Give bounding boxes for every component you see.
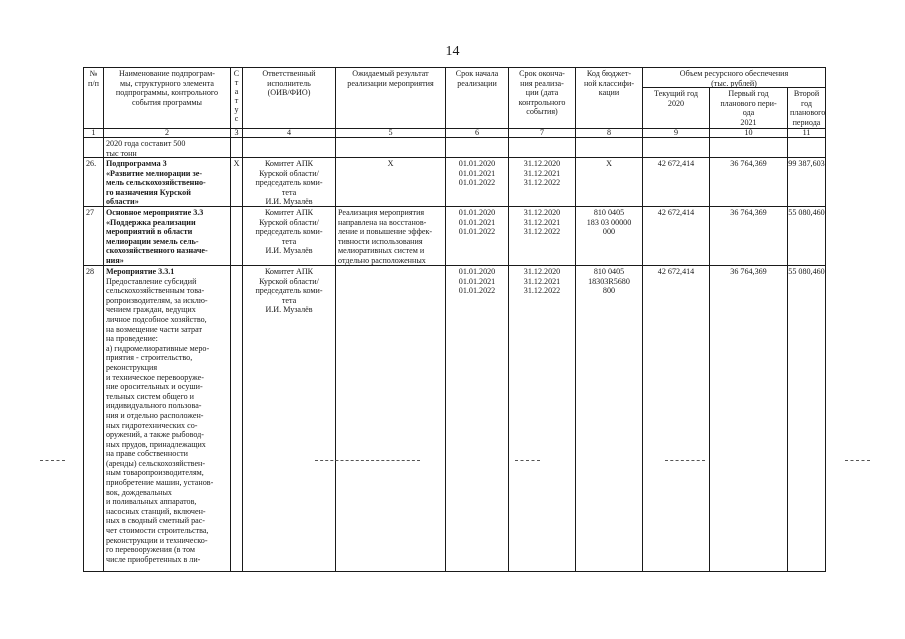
- row-28-result: [336, 266, 445, 571]
- row-26-executor: Комитет АПК Курской области/ председатель коми- тета И.И. Музалёв: [255, 159, 323, 206]
- header-code: Код бюджет- ной классифи- кации: [583, 69, 635, 98]
- column-number: 2: [164, 128, 170, 137]
- scan-fold-mark: [665, 460, 705, 461]
- header-end: Срок оконча- ния реализа- ции (дата контрольного события): [518, 69, 566, 117]
- column-number: 4: [286, 128, 292, 137]
- row-26-status: Х: [233, 159, 240, 168]
- column-number: 7: [539, 128, 545, 137]
- table-border: [825, 67, 826, 572]
- row-26-amount-2022: 99 387,603: [788, 159, 825, 168]
- row-28-start: 01.01.2020 01.01.2021 01.01.2022: [458, 267, 496, 296]
- row-26-result: Х: [387, 159, 394, 168]
- column-number: 8: [606, 128, 612, 137]
- page-number: 14: [445, 44, 460, 59]
- scan-fold-mark: [845, 460, 870, 461]
- row-27-start: 01.01.2020 01.01.2021 01.01.2022: [458, 208, 496, 237]
- column-number: 11: [802, 128, 811, 137]
- row-27-amount-2021: 36 764,369: [730, 208, 767, 217]
- row-28-amount-2022: 55 080,460: [788, 267, 825, 276]
- scan-fold-mark: [40, 460, 65, 461]
- header-volume: Объем ресурсного обеспечения (тыс. рублей): [679, 69, 789, 87]
- row-26-end: 31.12.2020 31.12.2021 31.12.2022: [523, 159, 561, 188]
- row-28-executor: Комитет АПК Курской области/ председатель коми- тета И.И. Музалёв: [255, 267, 323, 315]
- row-28-amount-2020: 42 672,414: [657, 267, 695, 276]
- row-27-name: Основное мероприятие 3.3 «Поддержка реализации мероприятий в области мелиорации земель сель- скохозяйственного назначе- ния»: [106, 208, 208, 265]
- row-28-code: 810 0405 18303R5680 800: [588, 267, 630, 296]
- column-number: 3: [234, 128, 239, 137]
- column-number: 1: [91, 128, 96, 137]
- row-28-status: [231, 266, 242, 571]
- row-26-code: Х: [606, 159, 612, 168]
- header-name: Наименование подпрограм- мы, структурного элемента подпрограммы, контрольного события программы: [115, 69, 219, 107]
- row-27-amount-2022: 55 080,460: [788, 208, 825, 217]
- column-number: 5: [388, 128, 393, 137]
- row-27-executor: Комитет АПК Курской области/ председатель коми- тета И.И. Музалёв: [255, 208, 323, 256]
- row-27-end: 31.12.2020 31.12.2021 31.12.2022: [523, 208, 561, 237]
- row-26-amount-2021: 36 764,369: [730, 159, 767, 168]
- row-28-end: 31.12.2020 31.12.2021 31.12.2022: [523, 267, 561, 296]
- header-year-2021: Первый год планового пери- ода 2021: [720, 89, 777, 127]
- column-number: 9: [673, 128, 679, 137]
- table-border: [83, 571, 826, 572]
- header-year-2022: Второй год планового периода: [790, 89, 825, 127]
- row-28-amount-2021: 36 764,369: [730, 267, 767, 276]
- header-executor: Ответственный исполнитель (ОИВ/ФИО): [262, 69, 316, 98]
- column-number: 6: [474, 128, 480, 137]
- scan-fold-mark: [515, 460, 540, 461]
- row-27-code: 810 0405 183 03 00000 000: [586, 208, 632, 237]
- row-27-amount-2020: 42 672,414: [657, 208, 695, 217]
- header-result: Ожидаемый результат реализации мероприятия: [347, 69, 434, 88]
- row-27-num: 27: [86, 208, 95, 217]
- row-26-name: Подпрограмма 3 «Развитие мелиорации зе- мель сельскохозяйственно- го назначения Курской области»: [106, 159, 206, 206]
- header-status: С т а т у с: [233, 69, 240, 123]
- header-num: № п/п: [88, 69, 99, 88]
- header-start: Срок начала реализации: [455, 69, 499, 88]
- continuation-text: 2020 года составит 500 тыс тонн: [106, 139, 186, 157]
- header-year-2020: Текущий год 2020: [653, 89, 699, 108]
- row-26-num: 26.: [86, 159, 97, 168]
- row-27-status: [231, 207, 242, 265]
- row-28-name-cell: [104, 266, 230, 571]
- row-28-name: Предоставление субсидий сельскохозяйственным това- ропроизводителям, за исклю- чением граждан, ведущих личное подсобное хозяйство, на возмещение части затрат на проведение: а) гидромелиоративные меро- приятия - строительство, реконструкция и техническое перевооруже- ние оросительных и осуши- тельных систем общего и индивидуального пользова- ния и отдельно расположен- ных гидротехнических со- оружений, а также рыбовод- ных прудов, принадлежащих на праве собственности (аренды) сельскохозяйствен- ным товаропроизводителям, приобретение машин, установ- вок, дождевальных и поливальных аппаратов, насосных станций, включен- ных в сводный сметный рас- чет стоимости строительства, реконструкции и техническо- го перевооружения (в том числе приобретенных в ли-: [106, 276, 214, 564]
- row-28-num: 28: [86, 267, 95, 276]
- row-28-name-title: Мероприятие 3.3.1: [106, 267, 175, 276]
- scan-fold-mark: [315, 460, 420, 461]
- row-26-amount-2020: 42 672,414: [657, 159, 695, 168]
- row-27-result: Реализация мероприятия направлена на восстанов- ление и повышение эффек- тивности использования мелиоративных систем и отдельно расположенных: [338, 208, 433, 265]
- row-26-start: 01.01.2020 01.01.2021 01.01.2022: [458, 159, 496, 188]
- column-number: 10: [744, 128, 753, 137]
- program-table: [83, 67, 826, 572]
